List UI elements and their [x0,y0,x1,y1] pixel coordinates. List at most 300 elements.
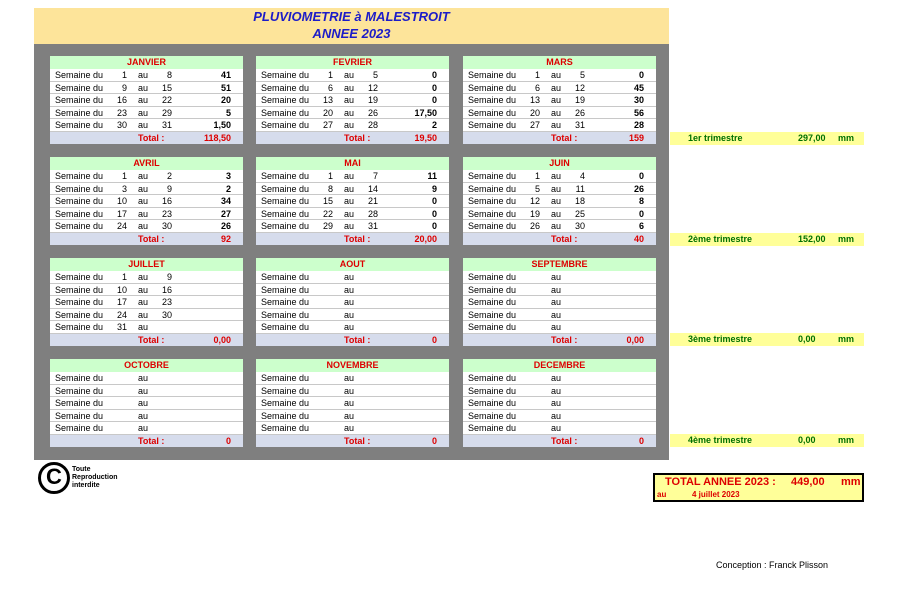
month-total-row [463,132,656,144]
week-from: 8 [327,183,333,194]
week-value: 0 [431,70,437,80]
month-name: AOUT [256,258,449,271]
week-row [256,271,449,284]
week-row [463,321,656,334]
week-row [50,410,243,423]
week-from: 5 [534,183,540,194]
week-au: au [138,284,149,295]
week-row [50,385,243,398]
month-total-row [256,334,449,346]
week-label: Semaine du [468,322,517,333]
week-from: 17 [116,208,127,219]
week-label: Semaine du [261,120,310,131]
week-from: 16 [116,95,127,106]
week-au: au [551,385,562,396]
week-label: Semaine du [55,107,104,118]
week-from: 1 [327,70,333,80]
week-label: Semaine du [55,398,104,409]
month-block [463,359,656,447]
week-label: Semaine du [261,70,310,80]
week-from: 27 [529,120,540,131]
week-value: 56 [633,107,644,118]
week-value: 0 [431,82,437,93]
total-annee-value: 449,00 [791,476,825,488]
week-to: 11 [575,183,585,194]
month-total-row [50,435,243,447]
week-from: 24 [116,221,127,232]
week-au: au [344,107,355,118]
week-row [256,119,449,132]
week-au: au [344,297,355,308]
week-value: 2 [431,120,437,131]
week-to: 30 [574,221,585,232]
week-label: Semaine du [261,385,310,396]
week-au: au [551,95,562,106]
week-au: au [138,373,149,383]
week-label: Semaine du [261,398,310,409]
trimestre-label: 1er trimestre [688,133,743,143]
week-label: Semaine du [261,423,310,434]
week-label: Semaine du [55,297,104,308]
week-row [463,195,656,208]
week-au: au [551,208,562,219]
total-annee-line [665,476,861,488]
week-row [50,107,243,120]
week-row [256,195,449,208]
header-banner [34,8,669,44]
week-to: 8 [166,70,172,80]
week-from: 10 [116,284,127,295]
week-value: 51 [220,82,231,93]
month-total-value: 159 [628,132,644,143]
week-to: 12 [367,82,378,93]
month-block [50,157,243,245]
week-au: au [344,373,355,383]
week-from: 22 [322,208,333,219]
week-row [463,372,656,385]
month-total-label: Total : [344,233,371,244]
week-row [50,372,243,385]
week-to: 4 [579,171,585,181]
week-label: Semaine du [55,309,104,320]
week-value: 41 [220,70,231,80]
week-au: au [551,70,562,80]
week-au: au [138,107,149,118]
total-annee-box [653,473,864,502]
week-label: Semaine du [55,70,104,80]
week-from: 20 [529,107,540,118]
week-from: 1 [327,171,333,181]
week-value: 1,50 [213,120,231,131]
week-au: au [551,373,562,383]
week-au: au [551,120,562,131]
week-au: au [551,171,562,181]
week-au: au [138,183,149,194]
week-from: 1 [121,171,127,181]
week-label: Semaine du [55,423,104,434]
week-au: au [138,196,149,207]
week-from: 31 [116,322,127,333]
week-from: 6 [534,82,540,93]
week-label: Semaine du [261,183,310,194]
week-au: au [138,171,149,181]
week-value: 27 [220,208,231,219]
week-label: Semaine du [261,373,310,383]
week-label: Semaine du [261,322,310,333]
week-row [256,107,449,120]
week-au: au [138,309,149,320]
month-name: NOVEMBRE [256,359,449,372]
week-row [256,284,449,297]
page-title: PLUVIOMETRIE à MALESTROIT [253,9,450,24]
week-label: Semaine du [468,398,517,409]
week-from: 30 [116,120,127,131]
month-block [463,258,656,346]
week-row [463,271,656,284]
week-row [256,82,449,95]
week-value: 0 [431,196,437,207]
week-au: au [344,196,355,207]
week-au: au [138,95,149,106]
week-from: 26 [529,221,540,232]
month-name: DECEMBRE [463,359,656,372]
week-to: 30 [161,309,172,320]
week-au: au [138,385,149,396]
week-au: au [551,398,562,409]
week-label: Semaine du [55,385,104,396]
month-block [256,359,449,447]
week-row [256,183,449,196]
trimestre-value: 0,00 [798,334,816,344]
week-label: Semaine du [468,183,517,194]
week-row [463,422,656,435]
week-label: Semaine du [261,297,310,308]
week-label: Semaine du [261,95,310,106]
week-value: 3 [225,171,231,181]
week-au: au [551,196,562,207]
week-label: Semaine du [261,284,310,295]
week-from: 3 [121,183,127,194]
trimestre-row [670,434,864,447]
week-row [463,309,656,322]
week-row [256,296,449,309]
month-block [256,258,449,346]
week-value: 20 [220,95,231,106]
month-name: FEVRIER [256,56,449,69]
week-from: 10 [116,196,127,207]
week-au: au [138,297,149,308]
month-name: MARS [463,56,656,69]
week-to: 28 [367,120,378,131]
trimestre-value: 297,00 [798,133,826,143]
month-total-label: Total : [138,435,165,446]
week-au: au [344,95,355,106]
week-au: au [344,410,355,421]
week-row [256,220,449,233]
copyright-text: Toute Reproduction interdite [72,466,118,489]
week-row [50,271,243,284]
week-row [256,208,449,221]
week-row [50,296,243,309]
week-from: 23 [116,107,127,118]
week-au: au [138,322,149,333]
week-from: 17 [116,297,127,308]
month-total-label: Total : [344,132,371,143]
week-label: Semaine du [55,171,104,181]
week-label: Semaine du [468,171,517,181]
week-to: 15 [161,82,172,93]
trimestre-row [670,132,864,145]
week-au: au [551,410,562,421]
week-label: Semaine du [55,373,104,383]
week-label: Semaine du [468,385,517,396]
month-total-row [256,233,449,245]
month-block [463,56,656,144]
week-label: Semaine du [468,423,517,434]
week-to: 19 [367,95,378,106]
week-row [256,69,449,82]
week-au: au [138,70,149,80]
week-to: 31 [161,120,172,131]
week-from: 1 [534,70,540,80]
week-row [256,397,449,410]
week-value: 26 [220,221,231,232]
week-value: 11 [427,171,437,181]
week-to: 28 [367,208,378,219]
month-total-label: Total : [551,233,578,244]
week-au: au [138,410,149,421]
week-from: 13 [322,95,333,106]
month-total-value: 92 [220,233,231,244]
week-value: 9 [431,183,437,194]
week-to: 22 [161,95,172,106]
week-row [463,296,656,309]
week-row [50,69,243,82]
week-row [50,397,243,410]
week-row [50,82,243,95]
week-row [463,119,656,132]
week-label: Semaine du [261,272,310,282]
week-au: au [551,297,562,308]
month-total-value: 0,00 [213,334,231,345]
week-au: au [344,70,355,80]
week-row [50,284,243,297]
week-au: au [551,221,562,232]
week-from: 29 [322,221,333,232]
week-au: au [551,82,562,93]
month-total-value: 0 [638,435,644,446]
week-row [256,321,449,334]
week-label: Semaine du [55,120,104,131]
week-from: 24 [116,309,127,320]
week-to: 7 [372,171,378,181]
week-to: 9 [166,272,172,282]
month-total-value: 0 [431,435,437,446]
week-au: au [138,221,149,232]
month-total-value: 0 [225,435,231,446]
week-label: Semaine du [261,82,310,93]
week-au: au [551,423,562,434]
trimestre-unit: mm [838,334,855,344]
week-row [50,309,243,322]
week-label: Semaine du [261,221,310,232]
week-au: au [344,272,355,282]
week-row [256,372,449,385]
month-block [50,359,243,447]
week-label: Semaine du [468,309,517,320]
week-au: au [344,322,355,333]
week-au: au [551,322,562,333]
week-label: Semaine du [261,196,310,207]
week-au: au [138,120,149,131]
week-label: Semaine du [468,95,517,106]
week-label: Semaine du [55,196,104,207]
week-from: 12 [529,196,540,207]
week-row [463,82,656,95]
month-total-value: 19,50 [414,132,437,143]
week-value: 0 [431,221,437,232]
week-label: Semaine du [55,208,104,219]
month-total-label: Total : [551,132,578,143]
week-to: 25 [574,208,585,219]
week-row [50,119,243,132]
month-total-value: 118,50 [203,132,231,143]
week-label: Semaine du [261,410,310,421]
month-total-value: 0 [431,334,437,345]
week-from: 1 [121,272,127,282]
week-to: 26 [574,107,585,118]
month-total-value: 20,00 [414,233,437,244]
week-to: 5 [579,70,585,80]
week-row [50,208,243,221]
week-value: 26 [633,183,644,194]
week-au: au [344,423,355,434]
week-label: Semaine du [468,196,517,207]
week-row [50,195,243,208]
week-from: 6 [327,82,333,93]
trimestre-label: 3ème trimestre [688,334,753,344]
month-total-row [463,233,656,245]
week-to: 23 [161,208,172,219]
week-label: Semaine du [468,410,517,421]
week-row [256,422,449,435]
copyright-notice [38,462,148,496]
week-to: 12 [574,82,585,93]
total-annee-label: TOTAL ANNEE 2023 : [665,476,776,488]
month-total-row [463,435,656,447]
week-value: 17,50 [414,107,437,118]
week-au: au [344,221,355,232]
month-block [256,56,449,144]
week-row [256,410,449,423]
week-au: au [551,284,562,295]
trimestre-value: 0,00 [798,435,816,445]
total-annee-date: 4 juillet 2023 [692,490,740,499]
month-total-row [50,132,243,144]
week-label: Semaine du [55,95,104,106]
week-label: Semaine du [261,171,310,181]
trimestre-label: 4ème trimestre [688,435,753,445]
week-row [463,69,656,82]
week-label: Semaine du [55,410,104,421]
total-annee-au: au [657,490,667,499]
week-row [463,385,656,398]
copyright-symbol: C [46,464,62,489]
week-row [463,208,656,221]
week-value: 8 [638,196,644,207]
week-row [463,170,656,183]
month-total-row [463,334,656,346]
month-total-label: Total : [344,334,371,345]
week-au: au [138,423,149,434]
week-au: au [344,82,355,93]
week-row [463,410,656,423]
week-to: 16 [161,196,172,207]
week-row [50,321,243,334]
week-label: Semaine du [468,272,517,282]
month-name: JUIN [463,157,656,170]
week-row [256,170,449,183]
week-from: 13 [529,95,540,106]
month-name: MAI [256,157,449,170]
week-au: au [551,183,562,194]
week-to: 21 [367,196,378,207]
month-total-value: 40 [633,233,644,244]
trimestre-unit: mm [838,435,855,445]
week-label: Semaine du [468,373,517,383]
week-au: au [344,171,355,181]
week-value: 28 [633,120,644,131]
week-au: au [138,398,149,409]
week-row [256,309,449,322]
week-from: 20 [322,107,333,118]
week-row [50,220,243,233]
week-au: au [344,398,355,409]
week-value: 6 [638,221,644,232]
week-to: 18 [574,196,585,207]
week-au: au [138,82,149,93]
month-total-label: Total : [138,233,165,244]
month-name: JUILLET [50,258,243,271]
week-value: 45 [633,82,644,93]
month-name: JANVIER [50,56,243,69]
trimestre-unit: mm [838,133,855,143]
week-row [256,94,449,107]
month-total-row [50,233,243,245]
trimestre-value: 152,00 [798,234,826,244]
week-to: 31 [367,221,378,232]
week-label: Semaine du [55,221,104,232]
week-to: 19 [574,95,585,106]
week-to: 31 [574,120,585,131]
month-total-row [256,132,449,144]
week-from: 27 [322,120,333,131]
month-block [463,157,656,245]
week-au: au [551,309,562,320]
week-label: Semaine du [468,120,517,131]
week-label: Semaine du [261,107,310,118]
trimestre-label: 2ème trimestre [688,234,753,244]
week-from: 1 [534,171,540,181]
week-au: au [344,309,355,320]
week-label: Semaine du [261,208,310,219]
month-name: OCTOBRE [50,359,243,372]
month-total-label: Total : [138,334,165,345]
week-row [463,220,656,233]
month-name: AVRIL [50,157,243,170]
week-to: 30 [161,221,172,232]
week-au: au [344,208,355,219]
